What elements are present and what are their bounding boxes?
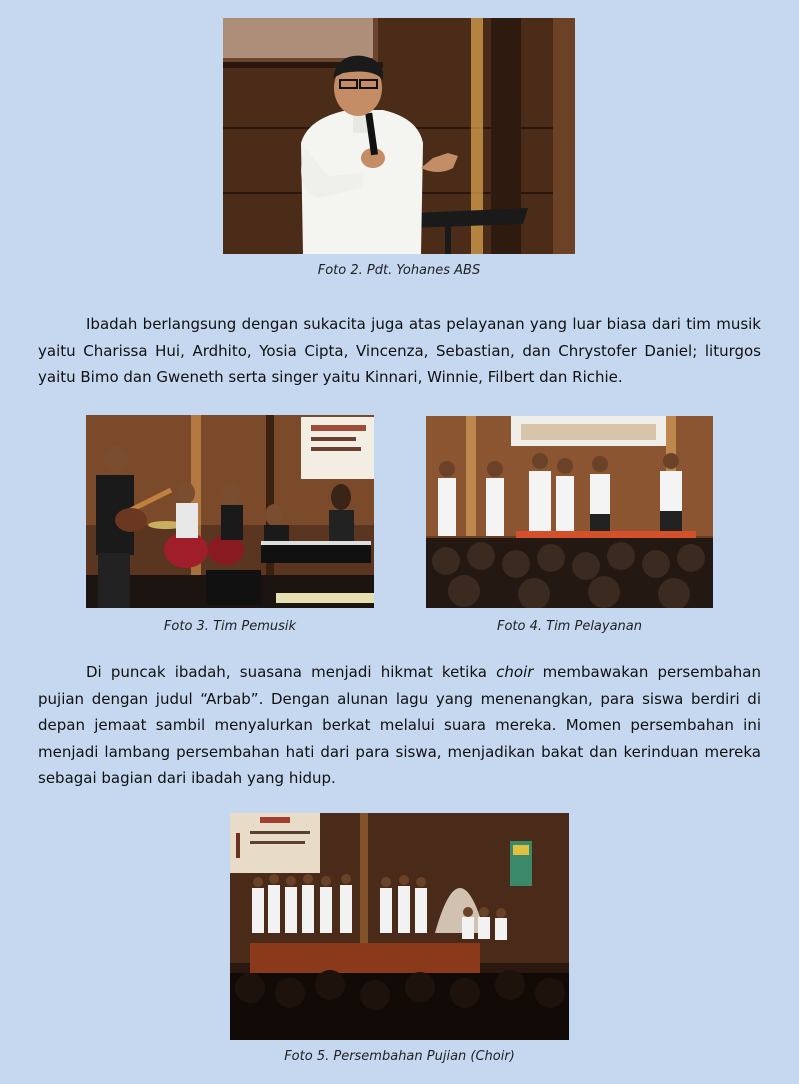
photo-music-team: [86, 415, 374, 608]
paragraph-service-team: Ibadah berlangsung dengan sukacita juga atas pelayanan yang luar biasa dari tim musik yaitu Charissa Hui, Ardhito, Yosia Cipta, Vincenza, Sebastian, dan Chrystofer Daniel; liturgos yaitu Bimo dan Gweneth serta singer yaitu Kinnari, Winnie, Filbert dan Richie.: [38, 315, 761, 386]
caption-photo-4: Foto 4. Tim Pelayanan: [496, 619, 643, 634]
caption-photo-3: Foto 3. Tim Pemusik: [163, 619, 297, 634]
paragraph-choir-part1: Di puncak ibadah, suasana menjadi hikmat ketika: [86, 663, 497, 681]
paragraph-choir-emphasis: choir: [496, 663, 534, 681]
photo-choir: [230, 813, 569, 1040]
paragraph-choir: [38, 659, 761, 792]
photo-pastor: [223, 18, 575, 254]
photo-service-team: [426, 416, 713, 608]
paragraph-choir-part2: membawakan persembahan pujian dengan judul “Arbab”. Dengan alunan lagu yang menenangkan, para siswa berdiri di depan jemaat sambil menyalurkan berkat melalui suara mereka. Momen persembahan ini menjadi lambang persembahan hati dari para siswa, menjadikan bakat dan kerinduan mereka sebagai bagian dari ibadah yang hidup.: [38, 663, 761, 787]
caption-photo-2: Foto 2. Pdt. Yohanes ABS: [317, 263, 481, 278]
caption-photo-5: Foto 5. Persembahan Pujian (Choir): [284, 1049, 515, 1064]
